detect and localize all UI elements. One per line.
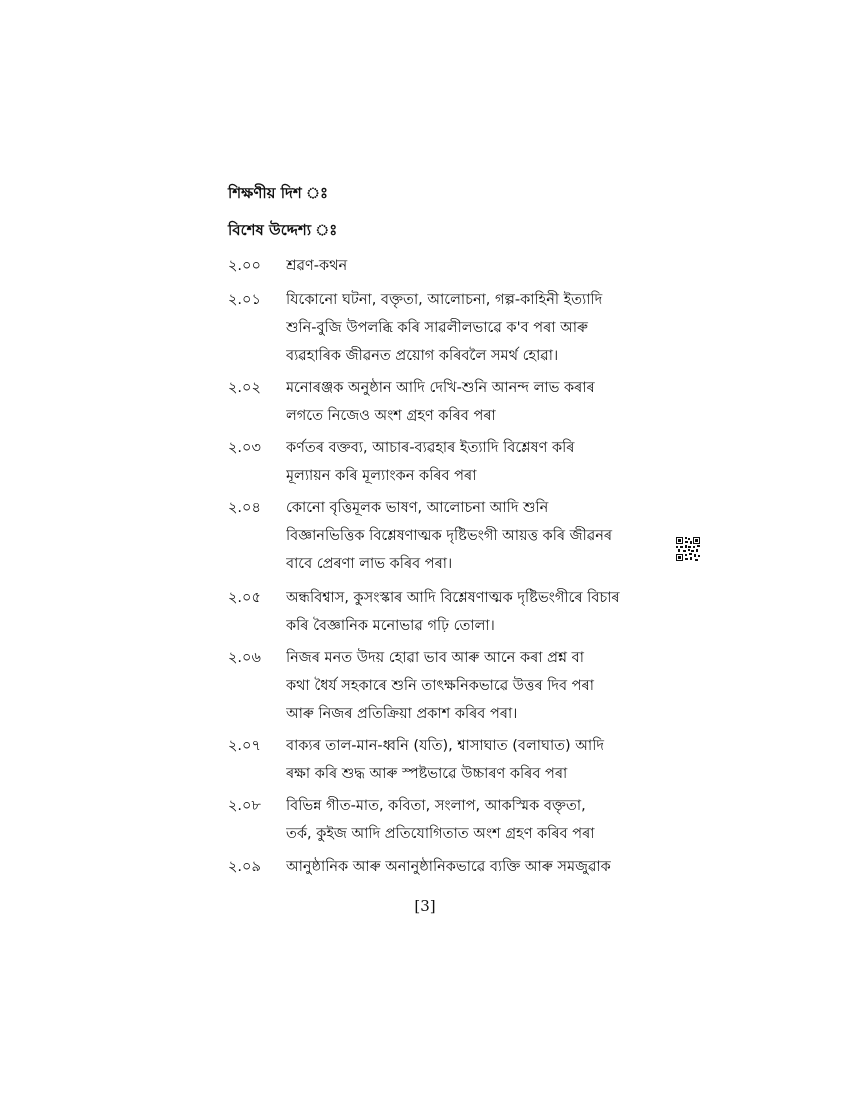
objective-line: যিকোনো ঘটনা, বক্তৃতা, আলোচনা, গল্প-কাহিনী ইত্যাদি [286,292,603,308]
objective-line: মনোৰঞ্জক অনুষ্ঠান আদি দেখি-শুনি আনন্দ লাভ কৰাৰ [286,380,595,396]
objective-text [286,853,631,881]
objective-number: ২.০২ [228,380,261,396]
objective-text [286,286,631,370]
objective-number: ২.০৮ [228,798,261,814]
objective-line: বিভিন্ন গীত-মাত, কবিতা, সংলাপ, আকস্মিক বক্তৃতা, [286,798,586,814]
objective-line: শুনি-বুজি উপলব্ধি কৰি সাৱলীলভাৱে ক'ব পৰা আৰু [286,320,588,336]
objective-text [286,252,631,280]
section-heading-specific-objectives: বিশেষ উদ্দেশ্য ঃ [228,221,338,239]
objective-line: বাক্যৰ তাল-মান-ধ্বনি (যতি), শ্বাসাঘাত (বলাঘাত) আদি [286,738,604,754]
objective-line: লগতে নিজেও অংশ গ্ৰহণ কৰিব পৰা [286,408,496,424]
objective-number: ২.০৫ [228,590,261,606]
objective-line: নিজৰ মনত উদয় হোৱা ভাব আৰু আনে কৰা প্ৰশ্ন বা [286,650,584,666]
objective-text [286,732,631,788]
qr-code-icon [676,537,700,561]
objective-number: ২.০০ [228,258,261,274]
objective-line: ৰক্ষা কৰি শুদ্ধ আৰু স্পষ্টভাৱে উচ্চাৰণ কৰিব পৰা [286,766,568,782]
objective-line: কথা ধৈৰ্য সহকাৰে শুনি তাৎক্ষনিকভাৱে উত্তৰ দিব পৰা [286,678,594,694]
objective-text [286,494,631,578]
objective-number: ২.০১ [228,292,261,308]
objective-line: কৰি বৈজ্ঞানিক মনোভাৱ গঢ়ি তোলা। [286,618,495,634]
section-heading-learning-direction: শিক্ষণীয় দিশ ঃ [228,184,328,202]
objective-line: আনুষ্ঠানিক আৰু অনানুষ্ঠানিকভাৱে ব্যক্তি আৰু সমজুৱাক [286,859,611,875]
objective-text [286,584,631,640]
objective-text [286,374,631,430]
objective-number: ২.০৩ [228,440,261,456]
objective-line: কোনো বৃত্তিমূলক ভাষণ, আলোচনা আদি শুনি [286,500,549,516]
objective-number: ২.০৯ [228,859,261,875]
objective-text [286,644,631,728]
objective-line: কৰ্ণতৰ বক্তব্য, আচাৰ-ব্যৱহাৰ ইত্যাদি বিশ্লেষণ কৰি [286,440,575,456]
objective-line: অন্ধবিশ্বাস, কুসংস্কাৰ আদি বিশ্লেষণাত্মক দৃষ্টিভংগীৰে বিচাৰ [286,590,620,606]
objective-line: ব্যৱহাৰিক জীৱনত প্ৰয়োগ কৰিবলৈ সমৰ্থ হোৱা। [286,348,559,364]
objective-line: তৰ্ক, কুইজ আদি প্ৰতিযোগিতাত অংশ গ্ৰহণ কৰিব পৰা [286,826,595,842]
page-number: [3] [414,897,436,915]
objective-line: মূল্যায়ন কৰি মূল্যাংকন কৰিব পৰা [286,468,477,484]
objective-line: আৰু নিজৰ প্ৰতিক্ৰিয়া প্ৰকাশ কৰিব পৰা। [286,706,518,722]
objective-number: ২.০৭ [228,738,261,754]
objective-text [286,434,631,490]
objective-number: ২.০৬ [228,650,261,666]
objective-line: শ্রৱণ-কথন [286,258,348,274]
objective-line: বাবে প্ৰেৰণা লাভ কৰিব পৰা। [286,556,453,572]
objective-number: ২.০৪ [228,500,261,516]
objective-line: বিজ্ঞানভিত্তিক বিশ্লেষণাত্মক দৃষ্টিভংগী আয়ত্ত কৰি জীৱনৰ [286,528,613,544]
objective-text [286,792,631,848]
